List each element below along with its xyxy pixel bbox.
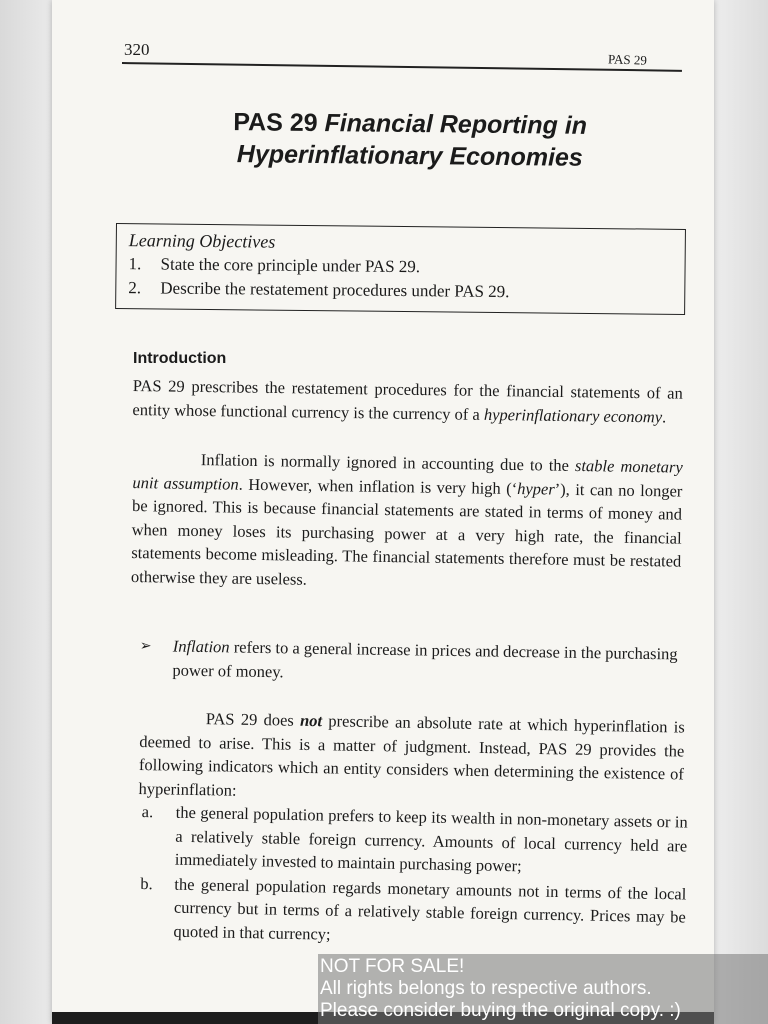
- watermark-line: All rights belongs to respective authors.: [320, 978, 652, 999]
- p1-end: .: [661, 406, 667, 426]
- indicator-list: [137, 800, 688, 953]
- list-item-text: the general population regards monetary amounts not in terms of the local currency but in terms of a relatively stable foreign currency. Prices may be quoted in that currency;: [173, 874, 687, 944]
- list-marker: a.: [141, 802, 154, 822]
- learning-objectives-heading: Learning Objectives: [128, 230, 276, 252]
- p2-text-c: ’), it can no longer be ignored. This is because financial statements are stated in terms of money and when money loses its purchasing power at a very high rate, the financial statements become misleading. The financial statements therefore must be restated otherwise they are useless.: [130, 479, 683, 589]
- watermark-line: NOT FOR SALE!: [320, 956, 465, 977]
- objective-text: State the core principle under PAS 29.: [160, 254, 421, 277]
- p2-text-b: . However, when inflation is very high (‘: [238, 474, 518, 498]
- objective-number: 1.: [128, 254, 142, 274]
- watermark-line: Please consider buying the original copy. :): [320, 1000, 681, 1021]
- p3-text-a: PAS 29 does: [205, 709, 301, 730]
- p1-italic: hyperinflationary economy: [483, 404, 663, 426]
- p3-text-b: prescribe an absolute rate at which hyperinflation is deemed to arise. This is a matter of judgment. Instead, PAS 29 provides the following indicators which an entity considers when determining the existence of hyperinflation:: [138, 711, 685, 800]
- objective-number: 2.: [128, 278, 142, 298]
- title-plain: PAS 29: [233, 108, 325, 138]
- p3-emphasis: not: [299, 710, 323, 731]
- bullet-text: [172, 635, 685, 691]
- paragraph-intro-2: [131, 447, 683, 597]
- p2-italic-1: stable monetary unit assumption: [132, 455, 683, 494]
- p2-italic-2: hyper: [517, 478, 555, 499]
- bullet-italic: Inflation: [172, 636, 230, 657]
- list-marker: b.: [140, 873, 153, 893]
- watermark-overlay: [318, 954, 768, 1024]
- list-item: [139, 800, 688, 881]
- title-italic-2: Hyperinflationary Economies: [236, 140, 583, 172]
- inflation-bullet: [139, 634, 685, 691]
- running-head: PAS 29: [607, 51, 648, 68]
- objective-text: Describe the restatement procedures under PAS 29.: [160, 278, 510, 302]
- arrow-bullet-icon: ➢: [139, 637, 152, 655]
- paragraph-indicators-intro: [138, 706, 685, 809]
- p1-text: PAS 29 prescribes the restatement procedures for the financial statements of an entity whose functional currency is the currency of a: [132, 375, 683, 424]
- list-item-text: the general population prefers to keep its wealth in non-monetary assets or in a relatively stable foreign currency. Amounts of local currency held are immediately invested to maintain purchasing power;: [174, 802, 688, 876]
- bullet-body: refers to a general increase in prices and decrease in the purchasing power of money.: [172, 637, 678, 682]
- chapter-title: [160, 105, 661, 174]
- section-heading-introduction: Introduction: [133, 350, 227, 367]
- learning-objectives-box: [115, 223, 686, 315]
- background-right: [708, 0, 768, 1024]
- p2-text-a: Inflation is normally ignored in accounting due to the: [200, 450, 576, 475]
- paragraph-intro-1: [132, 374, 683, 429]
- title-italic-1: Financial Reporting in: [324, 109, 588, 140]
- page-number: 320: [124, 40, 150, 59]
- list-item: [137, 871, 686, 952]
- objective-item: [128, 276, 672, 306]
